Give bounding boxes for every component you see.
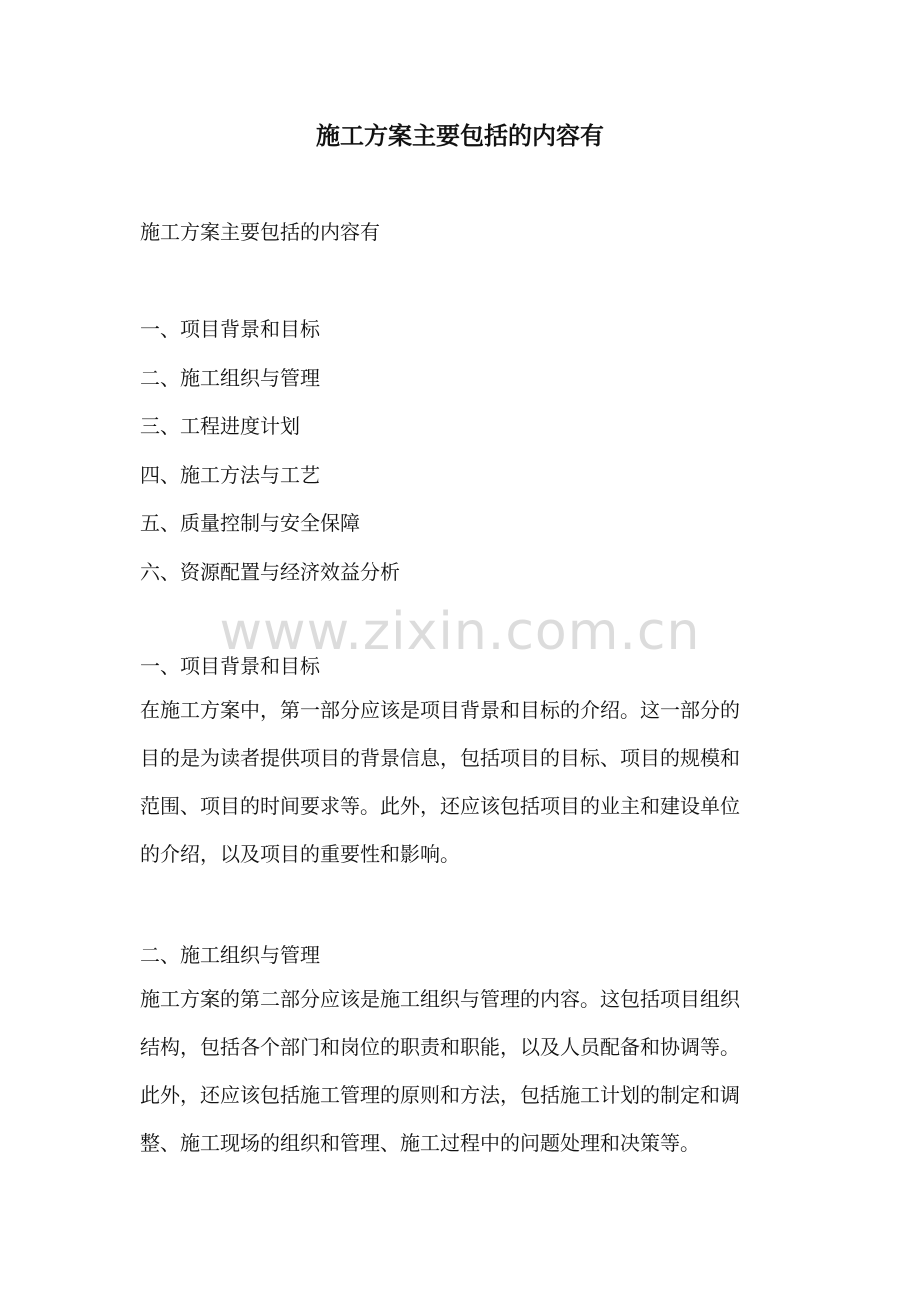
section-construction-management	[140, 939, 800, 1167]
section-heading: 一、项目背景和目标	[140, 654, 320, 678]
toc-item: 二、施工组织与管理	[140, 365, 320, 390]
toc-item: 一、项目背景和目标	[140, 317, 320, 341]
watermark: www.zixin.com.cn	[219, 602, 701, 662]
section-body: 在施工方案中，第一部分应该是项目背景和目标的介绍。这一部分的 目的是为读者提供项目的背景信息，包括项目的目标、项目的规模和 范围、项目的时间要求等。此外，还应该包括项目的业主和建设单位 的介绍，以及项目的重要性和影响。	[140, 698, 740, 866]
section-heading: 二、施工组织与管理	[140, 943, 320, 967]
document-subtitle: 施工方案主要包括的内容有	[140, 220, 380, 244]
toc-item: 六、资源配置与经济效益分析	[140, 559, 400, 584]
toc-item: 三、工程进度计划	[140, 414, 300, 439]
document-title: 施工方案主要包括的内容有	[316, 121, 604, 150]
toc-item: 四、施工方法与工艺	[140, 462, 320, 487]
section-project-background	[140, 650, 800, 878]
table-of-contents	[140, 313, 400, 605]
section-body: 施工方案的第二部分应该是施工组织与管理的内容。这包括项目组织 结构，包括各个部门和岗位的职责和职能，以及人员配备和协调等。 此外，还应该包括施工管理的原则和方法，包括施工计划的制定和调 整、施工现场的组织和管理、施工过程中的问题处理和决策等。	[140, 987, 740, 1155]
toc-item: 五、质量控制与安全保障	[140, 511, 360, 536]
